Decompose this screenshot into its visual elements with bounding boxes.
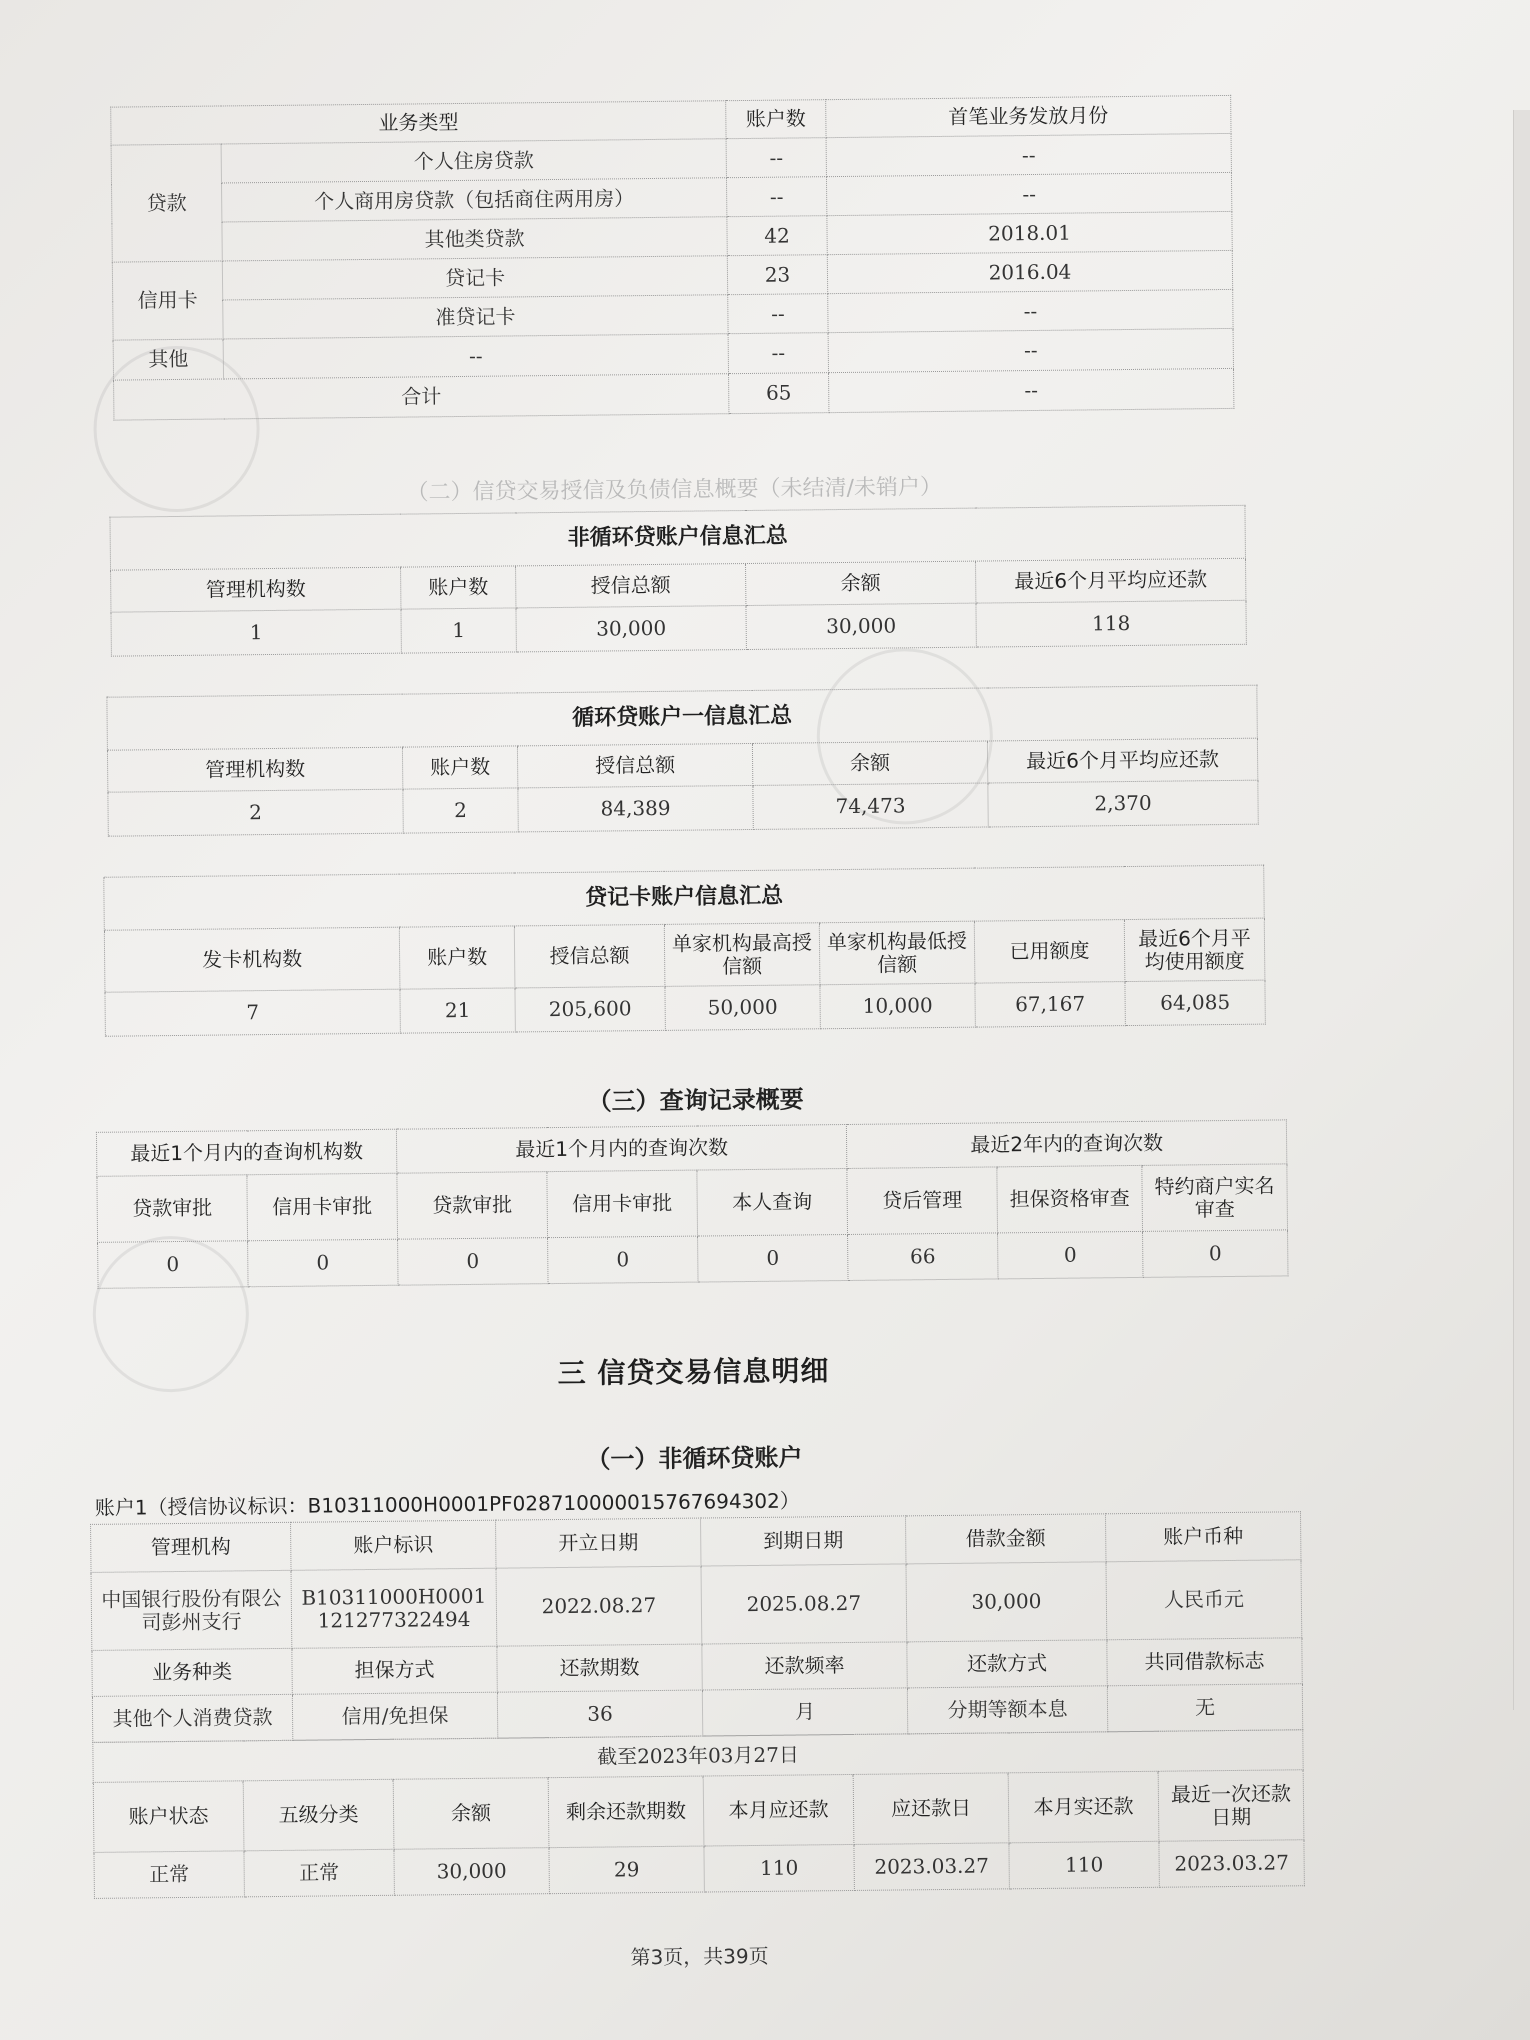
cell-value: 118 — [976, 600, 1246, 647]
col-header: 授信总额 — [516, 564, 746, 608]
row-month: -- — [828, 328, 1233, 372]
group-other: 其他 — [113, 339, 223, 380]
query-section-title: （三）查询记录概要 — [587, 1085, 804, 1116]
col-header: 单家机构最低授信额 — [819, 921, 975, 985]
query-summary-table — [96, 1119, 1288, 1288]
nonrevolving-detail-title: （一）非循环贷账户 — [586, 1443, 803, 1474]
col-header: 已用额度 — [974, 920, 1125, 984]
adjacent-sheet-edge — [1513, 110, 1530, 1710]
cell-value: 30,000 — [906, 1562, 1107, 1642]
col-header: 担保方式 — [292, 1646, 497, 1694]
row-month: -- — [828, 289, 1233, 332]
cell-value: 信用/免担保 — [292, 1692, 497, 1740]
col-header: 剩余还款期数 — [548, 1776, 704, 1848]
col-header: 账户数 — [402, 746, 517, 789]
col-header: 账户数 — [399, 926, 515, 989]
row-month: -- — [826, 172, 1231, 215]
query-group-header: 最近1个月内的查询机构数 — [96, 1129, 396, 1176]
col-header: 贷后管理 — [847, 1167, 998, 1235]
cell-value: 其他个人消费贷款 — [92, 1694, 292, 1742]
col-header: 余额 — [752, 741, 987, 785]
row-month: 2016.04 — [827, 250, 1232, 293]
col-header: 最近6个月平均应还款 — [987, 738, 1257, 783]
credit-card-title: 贷记卡账户信息汇总 — [104, 865, 1265, 930]
col-header: 账户数 — [401, 566, 516, 609]
col-header: 管理机构 — [91, 1522, 291, 1572]
col-header: 担保资格审查 — [997, 1165, 1143, 1233]
row-name: 个人住房贷款 — [221, 139, 726, 183]
account1-caption: 账户1（授信协议标识：B10311000H0001PF02871000001576769430​2） — [94, 1488, 800, 1520]
col-header: 特约商户实名审查 — [1142, 1164, 1288, 1232]
total-label: 合计 — [114, 374, 729, 420]
cell-value: 0 — [548, 1236, 698, 1284]
col-header: 本月应还款 — [703, 1774, 854, 1846]
cell-value: 29 — [549, 1846, 704, 1894]
cell-value: 205,600 — [515, 986, 665, 1032]
query-group-header: 最近2年内的查询次数 — [846, 1120, 1286, 1169]
col-header: 最近6个月平均应还款 — [975, 558, 1245, 603]
col-header: 开立日期 — [496, 1518, 701, 1568]
col-header: 最近6个月平均使用额度 — [1124, 918, 1265, 981]
col-header: 五级分类 — [243, 1779, 394, 1851]
col-header: 贷款审批 — [397, 1172, 548, 1240]
col-header: 余额 — [746, 561, 976, 605]
part3-title: 三 信贷交易信息明细 — [557, 1354, 830, 1391]
cell-value: 正常 — [244, 1849, 394, 1897]
col-header: 应还款日 — [853, 1773, 1009, 1845]
section2-title: （二）信贷交易授信及负债信息概要（未结清/未销户） — [406, 474, 943, 506]
cell-value: 84,389 — [518, 785, 753, 831]
col-header: 管理机构数 — [107, 747, 402, 792]
cell-value: 21 — [400, 988, 515, 1033]
row-count: 23 — [727, 255, 827, 295]
col-header: 共同借款标志 — [1107, 1638, 1302, 1686]
cell-value: 36 — [497, 1690, 702, 1738]
row-count: 42 — [727, 216, 827, 256]
cell-value: 74,473 — [753, 783, 988, 829]
col-header: 信用卡审批 — [247, 1173, 398, 1241]
row-count: -- — [726, 177, 826, 217]
cell-value: 中国银行股份有限公司彭州支行 — [91, 1570, 292, 1650]
col-header: 余额 — [393, 1778, 549, 1850]
col-header: 账户标识 — [291, 1520, 496, 1570]
col-header: 到期日期 — [701, 1516, 906, 1566]
query-group-header: 最近1个月内的查询次数 — [396, 1124, 846, 1173]
col-header: 信用卡审批 — [547, 1170, 698, 1238]
col-header: 本月实还款 — [1008, 1771, 1159, 1843]
cell-value: 30,000 — [516, 606, 746, 652]
cell-value: 分期等额本息 — [907, 1686, 1107, 1734]
col-header: 还款方式 — [907, 1640, 1107, 1688]
row-count: -- — [728, 294, 828, 334]
row-count: -- — [726, 138, 826, 178]
revolving-summary-table — [106, 685, 1257, 837]
cell-value: 10,000 — [820, 983, 975, 1029]
nonrevolving-title: 非循环贷账户信息汇总 — [110, 505, 1246, 570]
col-header: 还款频率 — [702, 1642, 907, 1690]
business-type-table — [110, 95, 1233, 421]
credit-card-summary-table — [103, 865, 1265, 1037]
cell-value: 2025.08.27 — [701, 1564, 907, 1644]
row-name: 其他类贷款 — [222, 217, 727, 261]
nonrevolving-summary-table — [109, 505, 1245, 657]
cell-value: 2 — [108, 789, 403, 836]
cell-value: 2022.08.27 — [496, 1566, 702, 1646]
cell-value: 50,000 — [665, 985, 820, 1031]
col-header: 账户状态 — [93, 1781, 244, 1853]
col-header: 本人查询 — [697, 1168, 848, 1236]
cell-value: 1 — [111, 609, 401, 656]
cell-value: 67,167 — [975, 982, 1125, 1028]
row-month: -- — [826, 133, 1231, 176]
page-number-footer: 第3页，共39页 — [630, 1943, 769, 1970]
col-header: 授信总额 — [517, 743, 752, 787]
cell-value: 110 — [704, 1844, 854, 1892]
cell-value: 30,000 — [394, 1848, 549, 1896]
cell-value: 110 — [1009, 1841, 1159, 1889]
row-count: -- — [728, 333, 828, 374]
total-count: 65 — [729, 373, 829, 414]
col-header: 贷款审批 — [97, 1175, 248, 1243]
cell-value: 0 — [248, 1239, 398, 1287]
report-page — [50, 53, 1450, 2027]
col-header: 账户币种 — [1105, 1512, 1300, 1562]
cell-value: 0 — [398, 1238, 548, 1286]
row-name: 贷记卡 — [222, 256, 727, 300]
row-name: 个人商用房贷款（包括商住两用房） — [221, 178, 726, 222]
col-header: 业务种类 — [92, 1648, 292, 1696]
cell-value: 2023.03.27 — [1159, 1840, 1305, 1888]
row-name: 准贷记卡 — [223, 295, 728, 339]
cell-value: 1 — [401, 608, 516, 653]
cell-value: 人民币元 — [1106, 1560, 1302, 1640]
col-header: 发卡机构数 — [104, 927, 400, 992]
col-header: 授信总额 — [514, 924, 665, 988]
header-first-month: 首笔业务发放月份 — [826, 95, 1231, 137]
cell-value: 0 — [1143, 1230, 1289, 1278]
group-loan: 贷款 — [111, 144, 222, 262]
cell-value: 64,085 — [1125, 980, 1266, 1025]
col-header: 还款期数 — [497, 1644, 702, 1692]
row-name: -- — [223, 334, 728, 379]
cell-value: 月 — [702, 1688, 907, 1736]
total-month: -- — [829, 368, 1234, 412]
cell-value: 正常 — [94, 1851, 244, 1899]
cell-value: 2,370 — [988, 780, 1258, 827]
header-account-count: 账户数 — [726, 100, 826, 139]
cell-value: 66 — [848, 1233, 998, 1281]
group-credit-card: 信用卡 — [112, 261, 223, 340]
as-of-date: 截至2023年03月27日 — [93, 1730, 1303, 1783]
cell-value: 2023.03.27 — [854, 1843, 1009, 1891]
row-month: 2018.01 — [827, 211, 1232, 254]
cell-value: 30,000 — [746, 603, 976, 649]
account1-detail-table — [90, 1511, 1304, 1899]
cell-value: B10311000H0001121277322494 — [291, 1568, 497, 1648]
col-header: 最近一次还款日期 — [1158, 1770, 1304, 1842]
revolving-title: 循环贷账户一信息汇总 — [107, 685, 1258, 750]
col-header: 管理机构数 — [111, 567, 401, 612]
cell-value: 无 — [1107, 1684, 1302, 1732]
cell-value: 2 — [403, 788, 518, 833]
cell-value: 7 — [105, 989, 400, 1036]
cell-value: 0 — [998, 1231, 1143, 1279]
header-business-type: 业务类型 — [111, 101, 726, 145]
col-header: 单家机构最高授信额 — [664, 923, 820, 987]
col-header: 借款金额 — [905, 1514, 1105, 1564]
cell-value: 0 — [698, 1234, 848, 1282]
cell-value: 0 — [98, 1241, 248, 1289]
